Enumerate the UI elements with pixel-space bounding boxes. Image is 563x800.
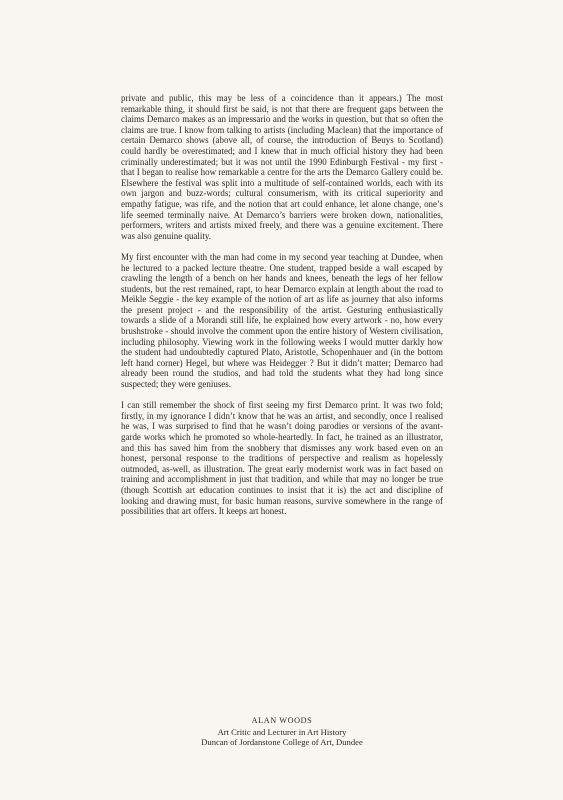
author-institution: Duncan of Jordanstone College of Art, Dundee [201, 737, 363, 748]
author-signature-block [121, 716, 443, 748]
paragraph-3: I can still remember the shock of first seeing my first Demarco print. It was two fold; firstly, in my ignorance I didn’t know that he was an artist, and secondly, once I realised he was, I was surprised to find that he wasn’t doing parodies or versions of the avant-garde works which he promoted so whole-heartedly. In fact, he trained as an illustrator, and this has saved him from the snobbery that dismisses any work based even on an honest, personal response to the traditions of perspective and realism as hopelessly outmoded, as-well, as illustration. The great early modernist work was in fact based on training and accomplishment in just that tradition, and while that may no longer be true (though Scottish art education continues to insist that it is) the act and discipline of looking and drawing must, for basic human reasons, survive somewhere in the range of possibilities that art offers. It keeps art honest. [121, 400, 443, 517]
author-name: ALAN WOODS [251, 716, 313, 725]
author-title: Art Critic and Lecturer in Art History [217, 726, 347, 737]
article-body [121, 93, 443, 527]
paragraph-1: private and public, this may be less of a coincidence than it appears.) The most remarkable thing, it should first be said, is not that there are frequent gaps between the claims Demarco makes as an impressario and the works in question, but that so often the claims are true. I know from talking to artists (including Maclean) that the importance of certain Demarco shows (above all, of course, the introduction of Beuys to Scotland) could hardly be overestimated; and I knew that in much official history they had been criminally underestimated; but it was not until the 1990 Edinburgh Festival - my first - that I began to realise how remarkable a centre for the arts the Demarco Gallery could be. Elsewhere the festival was split into a multitude of self-contained worlds, each with its own jargon and buzz-words; cultural consumerism, with its critical superiority and empathy fatigue, was rife, and the notion that art could enhance, let alone change, one’s life seemed terminally naive. At Demarco’s barriers were broken down, nationalities, performers, writers and artists mixed freely, and there was a genuine excitement. There was also genuine quality. [121, 93, 443, 241]
paragraph-2: My first encounter with the man had come in my second year teaching at Dundee, when he lectured to a packed lecture theatre. One student, trapped beside a wall escaped by crawling the length of a bench on her hands and knees, beneath the legs of her fellow students, but the rest remained, rapt, to hear Demarco explain at length about the road to Meikle Seggie - the key example of the notion of art as life as journey that also informs the present project - and the responsibility of the artist. Gesturing enthusiastically towards a slide of a Morandi still life, he explained how every artwork - no, how every brushstroke - should involve the comment upon the entire history of Western civilisation, including philosophy. Viewing work in the following weeks I would mutter darkly how the student had undoubtedly captured Plato, Aristotle, Schopenhauer and (in the bottom left hand corner) Hegel, but where was Heidegger ? But it didn’t matter; Demarco had already been round the studios, and had told the students what they had long since suspected; they were geniuses. [121, 251, 443, 390]
